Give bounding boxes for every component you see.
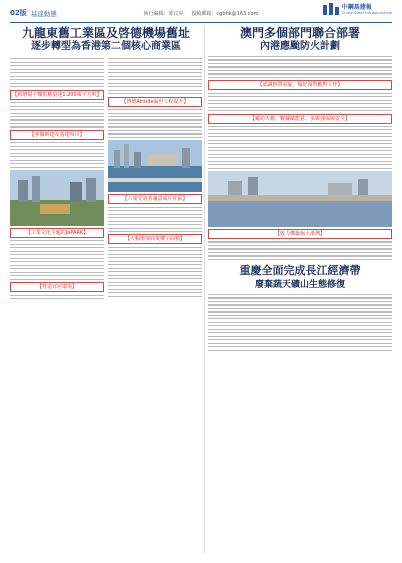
second-article-title: 重慶全面完成長江經濟帶 [239, 264, 361, 277]
body-text [108, 58, 202, 94]
right-article [208, 26, 392, 353]
body-text [108, 109, 202, 138]
article-photo-park [10, 170, 104, 226]
page-header [10, 6, 392, 20]
section-box-6: 【八成受訪者滿意成片社區】 [108, 194, 202, 204]
left-article [10, 26, 202, 301]
publication-logo [323, 3, 392, 17]
section-box-1: 【新增寫字樓供應量達1,200萬平方呎】 [10, 90, 104, 100]
logo-mark-icon [323, 3, 339, 17]
logo-sub: China Steel Infrastructure [341, 11, 392, 15]
body-text [208, 93, 392, 112]
section-box-5: 【啓德Airside面世工程提升】 [108, 97, 202, 107]
right-section-box-1: 【認識熱帶氣旋，做好預警應對工作】 [208, 80, 392, 90]
article-photo-waterfront [108, 140, 202, 192]
email-label: 投稿郵箱：cgbhk@163.com [191, 10, 259, 17]
header-rule [10, 22, 392, 23]
body-text [10, 58, 104, 87]
body-text [10, 295, 104, 300]
left-article-subtitle: 逐步轉型為香港第二個核心商業區 [31, 41, 181, 52]
section-box-3: 【工業文化主題的JaPARK】 [10, 228, 104, 238]
body-text [108, 247, 202, 297]
page-number: 02版 [10, 9, 27, 17]
body-text [208, 241, 392, 260]
second-article-subtitle: 廢棄蔬天礦山生態修復 [254, 280, 345, 290]
right-article-subtitle: 內港應颱防火計劃 [260, 41, 340, 52]
right-article-title: 澳門多個部門聯合部署 [239, 26, 360, 40]
body-text [108, 207, 202, 232]
logo-name: 中鋼基建報 [341, 4, 372, 11]
column-divider [204, 26, 205, 553]
right-section-box-2: 【颱防火範、數據賦能意、多維強保障安全】 [208, 114, 392, 124]
body-text [208, 294, 392, 351]
section-box-4: 【營造宜居環境】 [10, 282, 104, 292]
editor-label: 執行編輯：郭汶昇 [143, 10, 184, 17]
article-photo-harbour [208, 171, 392, 227]
body-text [10, 142, 104, 167]
body-text [10, 240, 104, 279]
section-name: 基建動態 [30, 9, 57, 18]
body-text [208, 126, 392, 169]
right-section-box-3: 【致力構築嶺上港灣】 [208, 229, 392, 239]
body-text [10, 102, 104, 127]
left-article-title: 九龍東舊工業區及啓德機場舊址 [21, 26, 190, 40]
body-text [208, 56, 392, 78]
section-box-7: 【大幅增加商業樓宇面積】 [108, 234, 202, 244]
section-box-2: 【多個新建及基建項目】 [10, 130, 104, 140]
